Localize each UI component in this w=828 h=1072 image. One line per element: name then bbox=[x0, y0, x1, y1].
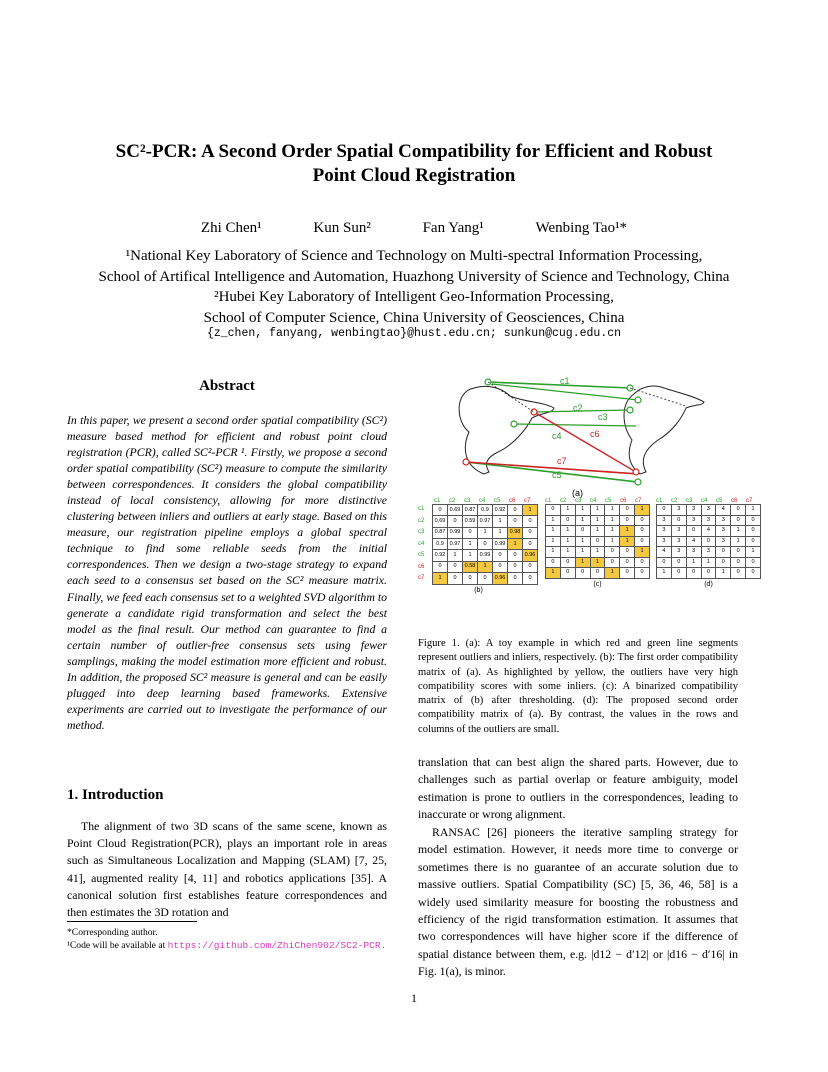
matrix-cell: 0 bbox=[448, 516, 463, 527]
matrix-cell: 1 bbox=[575, 515, 590, 526]
matrix-cell: 1 bbox=[605, 536, 620, 547]
email-line: {z_chen, fanyang, wenbingtao}@hust.edu.cn; sunkun@cug.edu.cn bbox=[206, 327, 622, 340]
matrix-cell: 0 bbox=[620, 505, 635, 516]
affiliations bbox=[0, 246, 828, 328]
matrix-row bbox=[433, 516, 538, 527]
matrix-cell: 0.87 bbox=[463, 505, 478, 516]
matrix-cell: 3 bbox=[716, 515, 731, 526]
matrix-row bbox=[546, 505, 650, 516]
matrix-cell: 0.58 bbox=[463, 561, 478, 572]
matrix-cell: 1 bbox=[590, 547, 605, 558]
label-c6: c6 bbox=[590, 429, 600, 439]
matrix-cell: 1 bbox=[686, 557, 701, 568]
matrix-cell: 1 bbox=[560, 536, 575, 547]
matrix-cell: 1 bbox=[448, 550, 463, 561]
matrix-cell: 1 bbox=[605, 568, 620, 579]
row-header: c1 bbox=[418, 506, 425, 512]
matrix-cell: 1 bbox=[463, 539, 478, 550]
matrix-cell: 1 bbox=[731, 526, 746, 537]
matrix-cell: 0 bbox=[508, 561, 523, 572]
matrix-cell: 0 bbox=[463, 573, 478, 584]
matrix-cell: 0.69 bbox=[433, 516, 448, 527]
corr-point bbox=[463, 459, 469, 465]
matrix-cell: 1 bbox=[620, 526, 635, 537]
matrix-b bbox=[432, 504, 538, 585]
matrix-cell: 0 bbox=[523, 539, 538, 550]
matrix-cell: 0 bbox=[635, 568, 650, 579]
matrix-cell: 3 bbox=[671, 536, 686, 547]
matrix-d bbox=[656, 504, 761, 579]
col-header: c5 bbox=[716, 498, 723, 504]
matrix-cell: 0 bbox=[686, 568, 701, 579]
matrix-cell: 0.98 bbox=[508, 527, 523, 538]
matrix-cell: 0 bbox=[463, 527, 478, 538]
abstract-text: In this paper, we present a second order spatial compatibility (SC²) measure based method for efficient and robust point cloud registration (PCR), called SC²-PCR ¹. Firstly, we propose a second order spatial compatibility (SC²) measure to compute the similarity between correspondences. It considers the global compatibility instead of local consistency, allowing for more distinctive clustering between inliers and outliers at early stage. Based on this measure, our registration pipeline employs a global spectral technique to find some reliable seeds from the initial correspondences. Then we design a two-stage strategy to expand each seed to a consensus set based on the SC² measure matrix. Finally, we feed each consensus set to a weighted SVD algorithm to generate a candidate rigid transformation and select the best model as the final result. Our method can guarantee to find a certain number of outlier-free consensus sets using fewer samplings, making the model estimation more efficient and robust. In addition, the proposed SC² measure is general and can be easily plugged into deep learning based frameworks. Extensive experiments are carried out to investigate the performance of our method. bbox=[67, 413, 387, 732]
matrix-cell: 0 bbox=[560, 515, 575, 526]
matrix-row bbox=[433, 550, 538, 561]
col-header: c2 bbox=[671, 498, 678, 504]
author: Wenbing Tao¹* bbox=[535, 220, 628, 236]
matrix-cell: 1 bbox=[590, 526, 605, 537]
label-c2: c2 bbox=[573, 403, 583, 413]
matrix-cell: 0 bbox=[575, 526, 590, 537]
abstract-heading: Abstract bbox=[199, 378, 255, 394]
matrix-cell: 0 bbox=[493, 561, 508, 572]
matrix-cell: 1 bbox=[590, 557, 605, 568]
page-number: 1 bbox=[411, 991, 417, 1005]
matrix-cell: 0 bbox=[620, 557, 635, 568]
matrix-row bbox=[546, 568, 650, 579]
matrix-cell: 0 bbox=[746, 526, 761, 537]
body-paragraph: translation that can best align the shared parts. However, due to challenges such as partial overlap or feature ambiguity, model estimation is prone to outliers in the correspondences, leading to inaccurate or wrong alignment. bbox=[418, 755, 738, 822]
matrix-cell: 0 bbox=[508, 505, 523, 516]
matrix-panels bbox=[418, 498, 761, 594]
paper-title bbox=[60, 140, 768, 188]
matrix-cell: 1 bbox=[575, 547, 590, 558]
matrix-b-panel bbox=[418, 498, 539, 594]
matrix-cell: 0 bbox=[493, 550, 508, 561]
label-c: (c) bbox=[593, 580, 602, 588]
matrix-cell: 1 bbox=[546, 526, 561, 537]
matrix-d-panel bbox=[656, 498, 761, 594]
matrix-cell: 0 bbox=[546, 505, 561, 516]
col-header: c7 bbox=[746, 498, 753, 504]
matrix-cell: 1 bbox=[590, 505, 605, 516]
matrix-cell: 1 bbox=[493, 527, 508, 538]
matrix-cell: 0 bbox=[671, 568, 686, 579]
matrix-cell: 0 bbox=[523, 527, 538, 538]
matrix-cell: 4 bbox=[657, 547, 672, 558]
matrix-cell: 3 bbox=[716, 536, 731, 547]
matrix-cell: 0 bbox=[478, 539, 493, 550]
matrix-cell: 0.92 bbox=[433, 550, 448, 561]
col-header: c4 bbox=[479, 498, 486, 504]
label-d: (d) bbox=[704, 580, 713, 588]
matrix-cell: 3 bbox=[686, 515, 701, 526]
label-c7: c7 bbox=[557, 456, 567, 466]
col-header: c5 bbox=[605, 498, 612, 504]
matrix-cell: 0 bbox=[657, 505, 672, 516]
matrix-row bbox=[657, 536, 761, 547]
matrix-cell: 0 bbox=[731, 515, 746, 526]
figure-1 bbox=[414, 370, 754, 632]
matrix-cell: 0 bbox=[746, 536, 761, 547]
author-list bbox=[0, 218, 828, 238]
intro-heading: 1. Introduction bbox=[67, 787, 164, 803]
matrix-cell: 0 bbox=[716, 557, 731, 568]
matrix-cell: 3 bbox=[701, 547, 716, 558]
matrix-cell: 0 bbox=[523, 561, 538, 572]
corr-line-c1 bbox=[488, 382, 630, 388]
matrix-cell: 3 bbox=[686, 505, 701, 516]
figure-caption: Figure 1. (a): A toy example in which red and green line segments represent outliers and inliers, respectively. (b): The first order compatibility matrix of (a). As highlighted by yellow, the outliers have very high compatibility scores with some inliers. (c): A binarized compatibility matrix of (b) after thresholding. (d): The proposed second order compatibility matrix of (a). By contrast, the values in the rows and columns of the outliers are small. bbox=[418, 638, 738, 735]
matrix-cell: 1 bbox=[635, 547, 650, 558]
matrix-cell: 1 bbox=[716, 568, 731, 579]
matrix-cell: 0 bbox=[731, 505, 746, 516]
matrix-row bbox=[433, 573, 538, 584]
matrix-cell: 0 bbox=[590, 536, 605, 547]
col-header: c2 bbox=[449, 498, 456, 504]
corr-point bbox=[627, 407, 633, 413]
matrix-cell: 0 bbox=[620, 568, 635, 579]
footnote-corresponding: *Corresponding author. bbox=[67, 927, 158, 938]
matrix-cell: 1 bbox=[731, 536, 746, 547]
matrix-cell: 0 bbox=[560, 557, 575, 568]
matrix-cell: 1 bbox=[523, 505, 538, 516]
matrix-cell: 0.99 bbox=[448, 527, 463, 538]
col-header: c4 bbox=[590, 498, 597, 504]
matrix-cell: 1 bbox=[575, 557, 590, 568]
matrix-cell: 0 bbox=[448, 561, 463, 572]
affiliation-line: ²Hubei Key Laboratory of Intelligent Geo-Information Processing, bbox=[214, 289, 614, 305]
matrix-cell: 1 bbox=[546, 568, 561, 579]
matrix-cell: 1 bbox=[620, 536, 635, 547]
affiliation-line: School of Computer Science, China University of Geosciences, China bbox=[203, 309, 625, 326]
matrix-cell: 0 bbox=[746, 557, 761, 568]
col-header: c1 bbox=[545, 498, 552, 504]
matrix-cell: 0 bbox=[433, 505, 448, 516]
matrix-row bbox=[657, 505, 761, 516]
matrix-row bbox=[433, 539, 538, 550]
matrix-cell: 0 bbox=[731, 547, 746, 558]
matrix-cell: 0 bbox=[478, 573, 493, 584]
matrix-cell: 0.87 bbox=[433, 527, 448, 538]
matrix-cell: 1 bbox=[657, 568, 672, 579]
col-header: c7 bbox=[524, 498, 531, 504]
matrix-cell: 3 bbox=[716, 526, 731, 537]
matrix-cell: 3 bbox=[686, 547, 701, 558]
matrix-cell: 0 bbox=[731, 557, 746, 568]
matrix-cell: 1 bbox=[560, 505, 575, 516]
footnote-code bbox=[67, 940, 387, 953]
matrix-cell: 4 bbox=[686, 536, 701, 547]
matrix-row bbox=[657, 557, 761, 568]
matrix-cell: 0 bbox=[620, 547, 635, 558]
matrix-cell: 1 bbox=[546, 515, 561, 526]
matrix-cell: 0.9 bbox=[433, 539, 448, 550]
matrix-cell: 0 bbox=[657, 557, 672, 568]
matrix-cell: 0.97 bbox=[448, 539, 463, 550]
matrix-cell: 1 bbox=[546, 547, 561, 558]
col-header: c3 bbox=[575, 498, 582, 504]
matrix-cell: 3 bbox=[671, 526, 686, 537]
matrix-row bbox=[657, 547, 761, 558]
matrix-cell: 0 bbox=[620, 515, 635, 526]
label-b: (b) bbox=[474, 586, 483, 594]
label-c1: c1 bbox=[560, 376, 570, 386]
matrix-cell: 1 bbox=[463, 550, 478, 561]
matrix-row bbox=[546, 547, 650, 558]
matrix-c-panel bbox=[545, 498, 650, 594]
col-header: c1 bbox=[656, 498, 663, 504]
col-header: c6 bbox=[731, 498, 738, 504]
footnote-rule bbox=[67, 921, 197, 922]
row-header: c6 bbox=[418, 563, 425, 570]
matrix-cell: 0 bbox=[671, 557, 686, 568]
matrix-cell: 0 bbox=[508, 573, 523, 584]
col-header: c3 bbox=[464, 498, 471, 504]
row-header: c5 bbox=[418, 552, 425, 558]
label-a: (a) bbox=[572, 488, 583, 498]
matrix-cell: 0.99 bbox=[493, 539, 508, 550]
matrix-cell: 0 bbox=[433, 561, 448, 572]
matrix-cell: 0 bbox=[746, 568, 761, 579]
matrix-cell: 0 bbox=[701, 536, 716, 547]
matrix-cell: 1 bbox=[493, 516, 508, 527]
matrix-row bbox=[657, 526, 761, 537]
matrix-cell: 0 bbox=[635, 536, 650, 547]
matrix-cell: 0 bbox=[523, 573, 538, 584]
matrix-cell: 0 bbox=[635, 526, 650, 537]
matrix-cell: 0 bbox=[731, 568, 746, 579]
matrix-cell: 0 bbox=[716, 547, 731, 558]
code-link[interactable]: https://github.com/ZhiChen902/SC2-PCR. bbox=[167, 939, 387, 951]
row-header: c3 bbox=[418, 529, 425, 535]
matrix-cell: 0 bbox=[546, 557, 561, 568]
corr-point bbox=[635, 479, 641, 485]
affiliation-line: School of Artifical Intelligence and Automation, Huazhong University of Science and Technology, China bbox=[98, 268, 730, 285]
col-header: c5 bbox=[494, 498, 501, 504]
matrix-cell: 1 bbox=[478, 527, 493, 538]
col-header: c6 bbox=[620, 498, 627, 504]
row-header: c4 bbox=[418, 540, 425, 547]
matrix-cell: 1 bbox=[433, 573, 448, 584]
matrix-cell: 4 bbox=[701, 526, 716, 537]
matrix-cell: 3 bbox=[657, 536, 672, 547]
footnote-code-prefix: ¹Code will be available at bbox=[67, 939, 166, 951]
author: Fan Yang¹ bbox=[422, 220, 484, 236]
matrix-cell: 0 bbox=[575, 568, 590, 579]
col-header: c4 bbox=[701, 498, 708, 504]
matrix-cell: 0.96 bbox=[523, 550, 538, 561]
col-header: c2 bbox=[560, 498, 567, 504]
label-c4: c4 bbox=[552, 431, 562, 441]
intro-text: The alignment of two 3D scans of the same scene, known as Point Cloud Registration(PCR), plays an important role in areas such as Simultaneous Localization and Mapping (SLAM) [7, 25, 41], augmented reality [4, 11] and robotics applications [35]. A canonical solution first establishes feature correspondences and then estimates the 3D rotation and bbox=[67, 819, 387, 920]
matrix-cell: 1 bbox=[575, 505, 590, 516]
matrix-cell: 1 bbox=[478, 561, 493, 572]
footnotes bbox=[67, 927, 387, 952]
matrix-cell: 3 bbox=[671, 505, 686, 516]
matrix-row bbox=[657, 568, 761, 579]
title-line-1: SC²-PCR: A Second Order Spatial Compatibility for Efficient and Robust bbox=[115, 141, 713, 162]
affiliation-line: ¹National Key Laboratory of Science and Technology on Multi-spectral Information Processing, bbox=[125, 248, 703, 264]
col-header: c7 bbox=[635, 498, 642, 504]
matrix-cell: 0.92 bbox=[493, 505, 508, 516]
label-c5: c5 bbox=[552, 470, 562, 480]
matrix-row bbox=[546, 557, 650, 568]
matrix-cell: 0 bbox=[701, 568, 716, 579]
matrix-cell: 0.69 bbox=[448, 505, 463, 516]
matrix-cell: 0 bbox=[671, 515, 686, 526]
matrix-cell: 0 bbox=[746, 515, 761, 526]
matrix-cell: 0.99 bbox=[478, 550, 493, 561]
row-header: c2 bbox=[418, 517, 425, 524]
matrix-cell: 0.59 bbox=[463, 516, 478, 527]
corr-point bbox=[635, 397, 641, 403]
matrix-cell: 1 bbox=[701, 557, 716, 568]
matrix-cell: 3 bbox=[701, 515, 716, 526]
matrix-cell: 1 bbox=[605, 515, 620, 526]
matrix-row bbox=[433, 561, 538, 572]
matrix-cell: 0.96 bbox=[493, 573, 508, 584]
matrix-row bbox=[546, 536, 650, 547]
matrix-cell: 0 bbox=[560, 568, 575, 579]
matrix-cell: 1 bbox=[605, 526, 620, 537]
matrix-row bbox=[657, 515, 761, 526]
matrix-cell: 0 bbox=[508, 550, 523, 561]
corr-point bbox=[511, 421, 517, 427]
matrix-cell: 3 bbox=[701, 505, 716, 516]
matrix-cell: 0.9 bbox=[478, 505, 493, 516]
matrix-cell: 3 bbox=[657, 515, 672, 526]
matrix-row bbox=[433, 505, 538, 516]
matrix-cell: 1 bbox=[590, 515, 605, 526]
author: Kun Sun² bbox=[313, 220, 371, 236]
matrix-cell: 0.97 bbox=[478, 516, 493, 527]
label-c3: c3 bbox=[598, 412, 608, 422]
author: Zhi Chen¹ bbox=[200, 220, 262, 236]
matrix-cell: 0 bbox=[605, 547, 620, 558]
matrix-cell: 0 bbox=[523, 516, 538, 527]
matrix-cell: 1 bbox=[746, 505, 761, 516]
matrix-row bbox=[433, 527, 538, 538]
title-line-2: Point Cloud Registration bbox=[312, 165, 516, 186]
matrix-cell: 1 bbox=[560, 526, 575, 537]
row-header: c7 bbox=[418, 575, 425, 581]
corr-line-c6 bbox=[534, 412, 636, 472]
matrix-c bbox=[545, 504, 650, 579]
matrix-cell: 0 bbox=[508, 516, 523, 527]
col-header: c6 bbox=[509, 498, 516, 504]
matrix-cell: 1 bbox=[605, 505, 620, 516]
matrix-cell: 0 bbox=[590, 568, 605, 579]
matrix-cell: 0 bbox=[448, 573, 463, 584]
left-dolphin-shape bbox=[459, 386, 554, 474]
matrix-cell: 1 bbox=[560, 547, 575, 558]
col-header: c1 bbox=[434, 498, 441, 504]
col-header: c3 bbox=[686, 498, 693, 504]
matrix-cell: 1 bbox=[635, 505, 650, 516]
matrix-cell: 0 bbox=[686, 526, 701, 537]
matrix-cell: 0 bbox=[635, 557, 650, 568]
matrix-cell: 1 bbox=[575, 536, 590, 547]
matrix-row bbox=[546, 526, 650, 537]
corr-line-c4 bbox=[514, 424, 636, 426]
corr-point bbox=[633, 469, 639, 475]
matrix-row bbox=[546, 515, 650, 526]
matrix-cell: 1 bbox=[546, 536, 561, 547]
matrix-cell: 3 bbox=[671, 547, 686, 558]
body-paragraph: RANSAC [26] pioneers the iterative sampling strategy for model estimation. However, it needs more time to converge or sometimes there is no guarantee of an accurate solution due to massive outliers. Spatial Compatibility (SC) [5, 36, 46, 58] is a widely used similarity measure for boosting the robustness and efficiency of the rigid transformation estimation. It assumes that two correspondences will have higher score if the difference of spatial distance between them, e.g. |d12 − d′12| or |d16 − d′16| in Fig. 1(a), is minor. bbox=[418, 825, 738, 979]
matrix-cell: 1 bbox=[746, 547, 761, 558]
matrix-cell: 0 bbox=[635, 515, 650, 526]
matrix-cell: 4 bbox=[716, 505, 731, 516]
matrix-cell: 1 bbox=[508, 539, 523, 550]
matrix-cell: 3 bbox=[657, 526, 672, 537]
matrix-cell: 0 bbox=[605, 557, 620, 568]
